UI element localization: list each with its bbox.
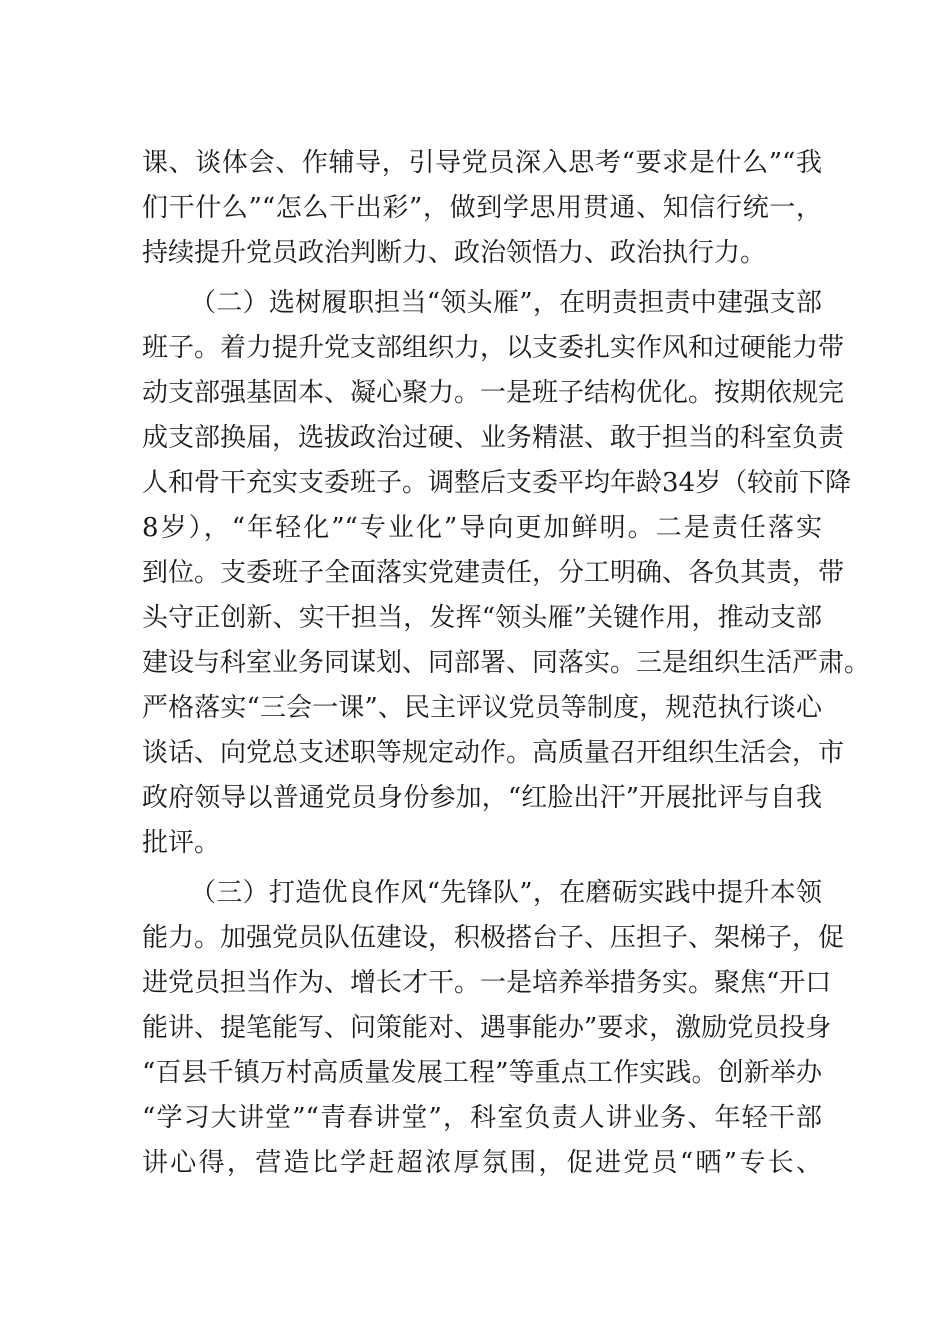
text-line: 持续提升党员政治判断力、政治领悟力、政治执行力。 bbox=[142, 238, 767, 268]
text-line: 进党员担当作为、增长才干。一是培养举措务实。聚焦“开口 bbox=[142, 968, 832, 998]
text-line: 严格落实“三会一课”、民主评议党员等制度，规范执行谈心 bbox=[142, 693, 822, 723]
section-heading-line: （三）打造优良作风“先锋队”，在磨砺实践中提升本领 bbox=[190, 878, 822, 908]
text-line: 8岁），“年轻化”“专业化”导向更加鲜明。二是责任落实 bbox=[142, 513, 822, 543]
text-line: 建设与科室业务同谋划、同部署、同落实。三是组织生活严肃。 bbox=[142, 648, 871, 678]
text-line: 人和骨干充实支委班子。调整后支委平均年龄34岁（较前下降 bbox=[142, 468, 852, 498]
text-line: 班子。着力提升党支部组织力，以支委扎实作风和过硬能力带 bbox=[142, 333, 845, 363]
text-line: 政府领导以普通党员身份参加，“红脸出汗”开展批评与自我 bbox=[142, 783, 822, 813]
section-heading-line: （二）选树履职担当“领头雁”，在明责担责中建强支部 bbox=[190, 288, 822, 318]
text-line: “学习大讲堂”“青春讲堂”，科室负责人讲业务、年轻干部 bbox=[142, 1103, 822, 1133]
text-line: 能讲、提笔能写、问策能对、遇事能办”要求，激励党员投身 bbox=[142, 1013, 832, 1043]
text-line: 成支部换届，选拔政治过硬、业务精湛、敢于担当的科室负责 bbox=[142, 423, 845, 453]
text-line: 讲心得，营造比学赶超浓厚氛围，促进党员“晒”专长、 bbox=[142, 1148, 822, 1178]
text-line: 能力。加强党员队伍建设，积极搭台子、压担子、架梯子，促 bbox=[142, 923, 845, 953]
text-line: 头守正创新、实干担当，发挥“领头雁”关键作用，推动支部 bbox=[142, 603, 822, 633]
text-line: 动支部强基固本、凝心聚力。一是班子结构优化。按期依规完 bbox=[142, 378, 845, 408]
text-line: 们干什么”“怎么干出彩”，做到学思用贯通、知信行统一， bbox=[142, 193, 822, 223]
text-line: “百县千镇万村高质量发展工程”等重点工作实践。创新举办 bbox=[142, 1058, 822, 1088]
text-line: 批评。 bbox=[142, 828, 221, 858]
text-line: 到位。支委班子全面落实党建责任，分工明确、各负其责，带 bbox=[142, 558, 845, 588]
text-line: 课、谈体会、作辅导，引导党员深入思考“要求是什么”“我 bbox=[142, 148, 822, 178]
text-line: 谈话、向党总支述职等规定动作。高质量召开组织生活会，市 bbox=[142, 738, 845, 768]
